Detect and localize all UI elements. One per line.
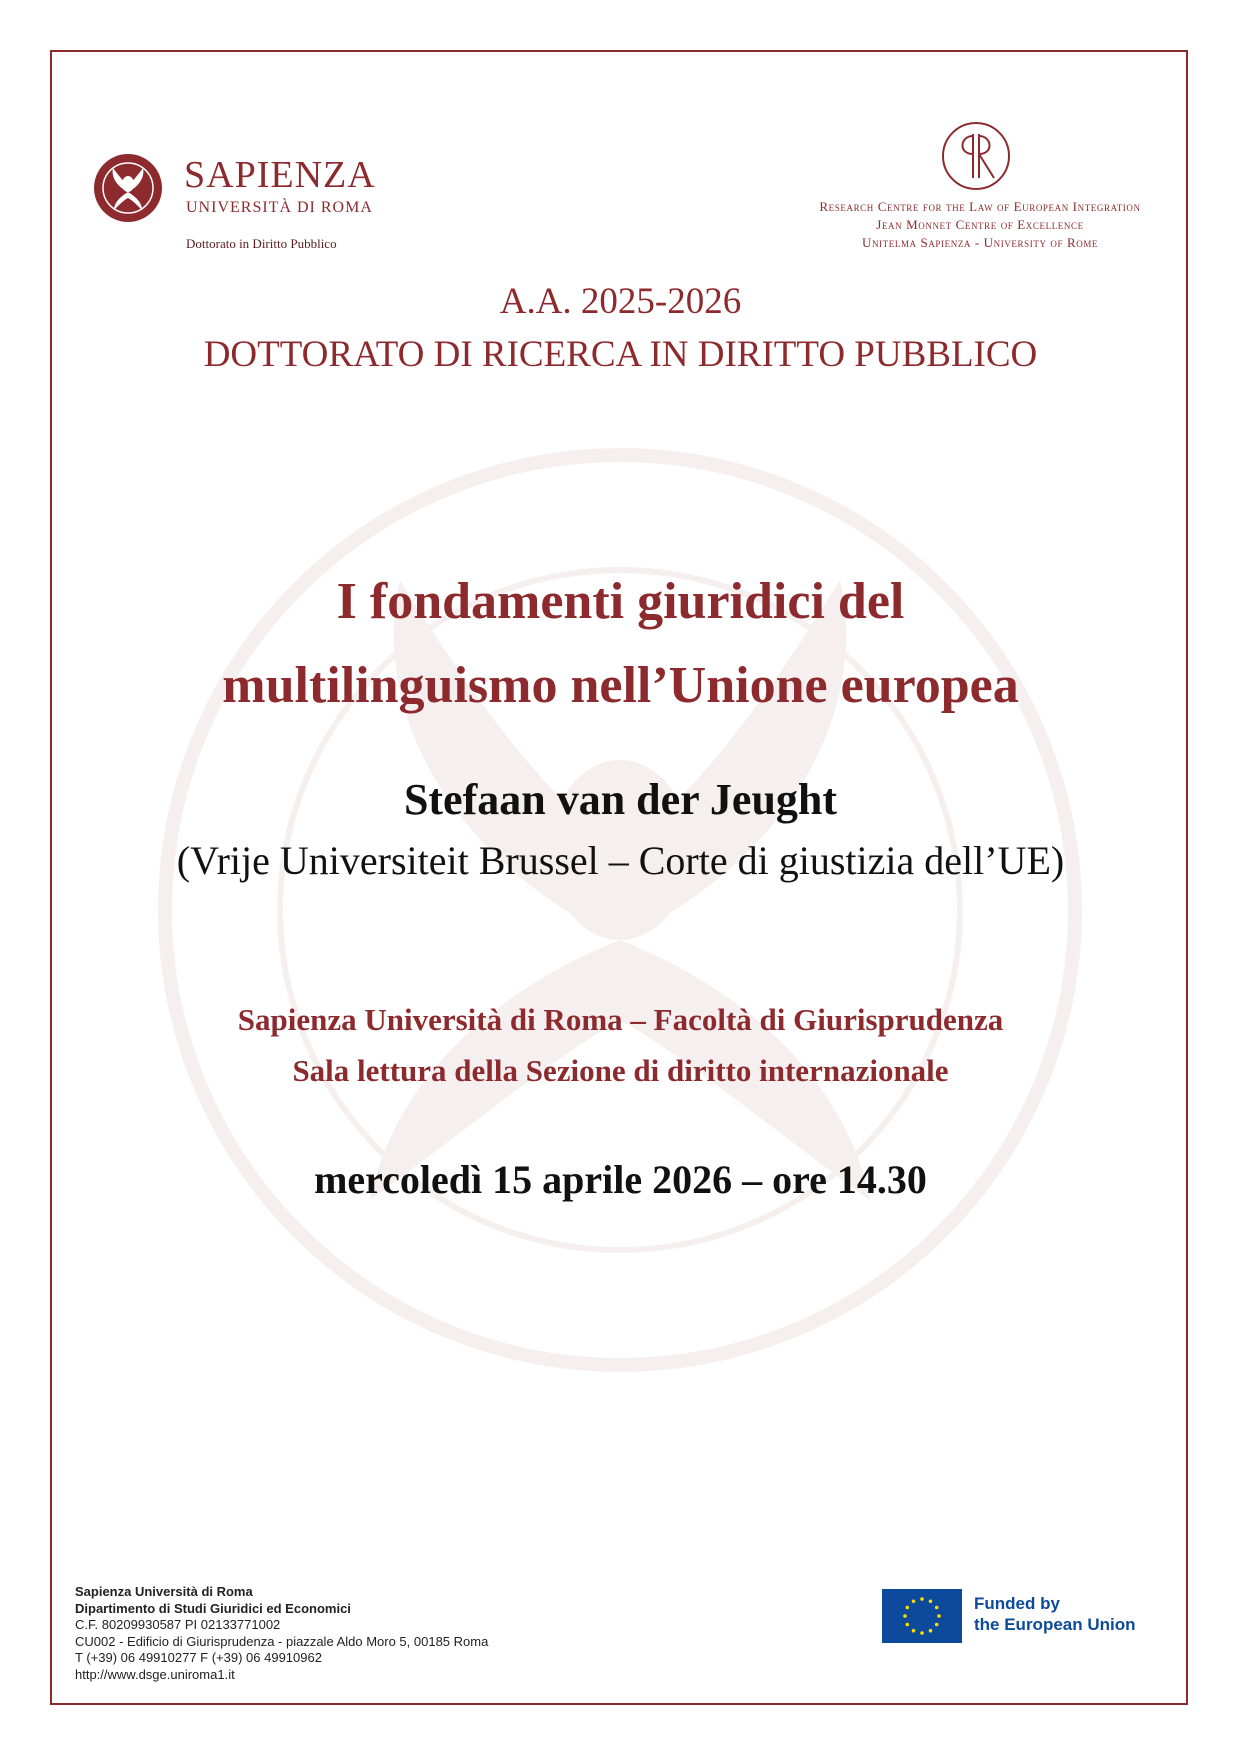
academic-year: A.A. 2025-2026 bbox=[499, 281, 742, 322]
footer-department: Dipartimento di Studi Giuridici ed Economici bbox=[75, 1600, 351, 1616]
eu-star bbox=[929, 1629, 933, 1633]
eu-star bbox=[929, 1599, 933, 1603]
event-title-line-1: I fondamenti giuridici del bbox=[336, 573, 905, 630]
eu-star bbox=[920, 1631, 924, 1635]
footer-contact bbox=[75, 1584, 488, 1683]
eu-star bbox=[937, 1614, 941, 1618]
sapienza-name: SAPIENZA bbox=[184, 154, 376, 196]
eu-flag-icon bbox=[882, 1589, 962, 1643]
research-centre-line-1: Research Centre for the Law of European Integration bbox=[819, 199, 1141, 214]
eu-star bbox=[903, 1614, 907, 1618]
footer-address: CU002 - Edificio di Giurisprudenza - piazzale Aldo Moro 5, 00185 Roma bbox=[75, 1633, 489, 1649]
event-date: mercoledì 15 aprile 2026 – ore 14.30 bbox=[314, 1157, 927, 1202]
eu-funding-badge bbox=[882, 1589, 1182, 1645]
eu-star bbox=[905, 1606, 909, 1610]
footer-fiscal: C.F. 80209930587 PI 02133771002 bbox=[75, 1617, 281, 1632]
programme-title: DOTTORATO DI RICERCA IN DIRITTO PUBBLICO bbox=[203, 334, 1038, 375]
sapienza-subtitle: UNIVERSITÀ DI ROMA bbox=[186, 199, 373, 216]
eu-funded-line-1: Funded by bbox=[974, 1594, 1060, 1613]
eu-star bbox=[920, 1597, 924, 1601]
sapienza-logo bbox=[92, 148, 392, 258]
eu-star bbox=[912, 1599, 916, 1603]
speaker-affiliation: (Vrije Universiteit Brussel – Corte di giustizia dell’UE) bbox=[176, 838, 1065, 883]
sapienza-seal-icon bbox=[92, 148, 164, 230]
research-centre-logo bbox=[790, 120, 1170, 260]
footer-website[interactable]: http://www.dsge.uniroma1.it bbox=[75, 1666, 235, 1682]
event-title-line-2: multilinguismo nell’Unione europea bbox=[222, 657, 1019, 714]
eu-funded-line-2: the European Union bbox=[974, 1615, 1136, 1634]
research-centre-line-3: Unitelma Sapienza - University of Rome bbox=[861, 235, 1099, 250]
sapienza-department: Dottorato in Diritto Pubblico bbox=[186, 236, 337, 251]
venue-line-2: Sala lettura della Sezione di diritto internazionale bbox=[292, 1053, 949, 1088]
footer-phone: T (+39) 06 49910277 F (+39) 06 49910962 bbox=[75, 1650, 322, 1665]
research-centre-line-2: Jean Monnet Centre of Excellence bbox=[876, 217, 1084, 232]
eu-star bbox=[935, 1606, 939, 1610]
eu-star bbox=[935, 1623, 939, 1627]
footer-org: Sapienza Università di Roma bbox=[75, 1584, 253, 1599]
event-title bbox=[0, 560, 1241, 728]
eu-star bbox=[905, 1623, 909, 1627]
eu-star bbox=[912, 1629, 916, 1633]
speaker-name: Stefaan van der Jeught bbox=[403, 775, 838, 824]
venue-line-1: Sapienza Università di Roma – Facoltà di Giurisprudenza bbox=[237, 1002, 1004, 1037]
research-centre-mark-icon bbox=[940, 120, 1012, 192]
